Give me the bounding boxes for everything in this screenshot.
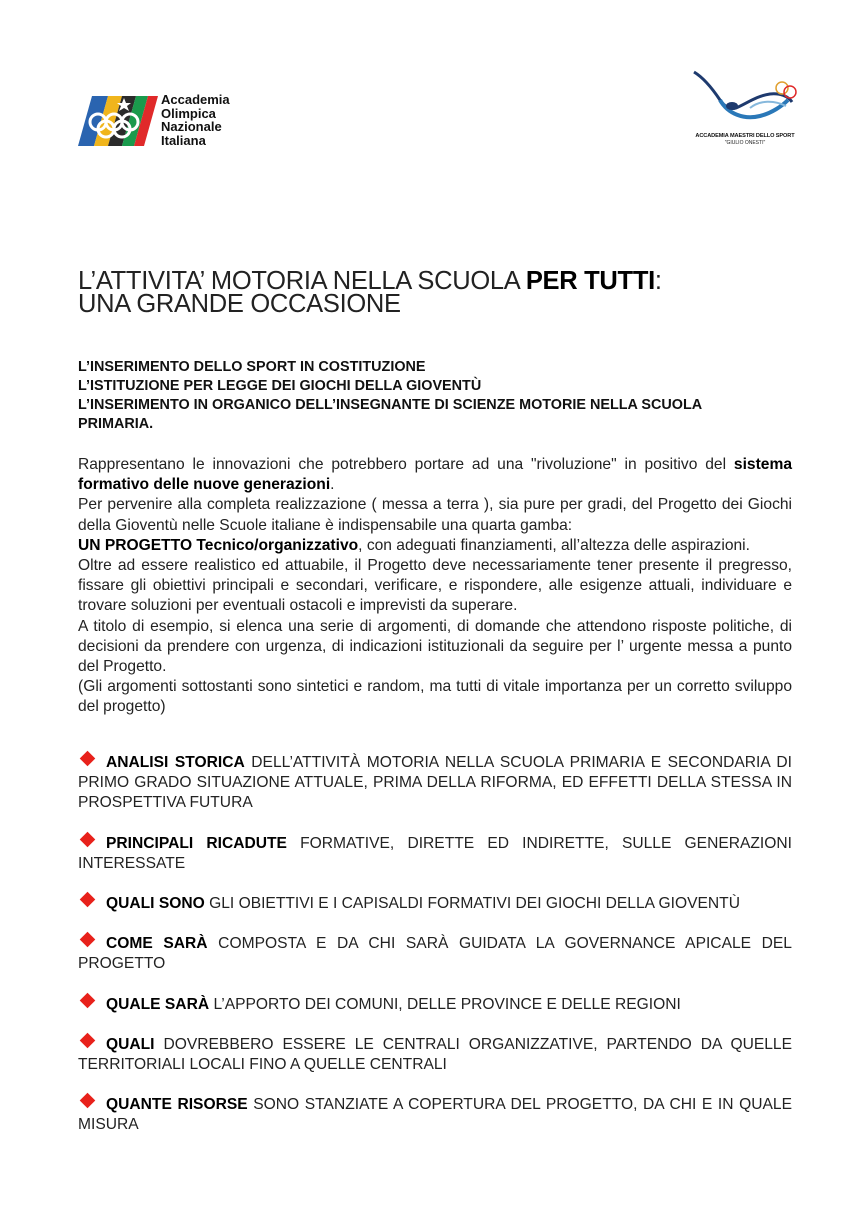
diamond-bullet-icon — [80, 751, 96, 767]
title-part: L’ATTIVITA’ MOTORIA NELLA SCUOLA — [78, 267, 526, 295]
accademia-maestri-logo — [690, 70, 800, 160]
item-keyword: ANALISI STORICA — [106, 754, 245, 771]
list-item — [78, 995, 792, 1015]
paragraph — [78, 536, 792, 556]
list-item — [78, 1095, 792, 1135]
item-keyword: PRINCIPALI RICADUTE — [106, 834, 287, 852]
title-line-2: UNA GRANDE OCCASIONE — [78, 290, 401, 318]
item-keyword: COME SARÀ — [106, 935, 208, 953]
logo-line: Accademia — [161, 92, 230, 107]
title-emphasis: PER TUTTI — [525, 267, 655, 295]
accademia-olimpica-logo — [78, 92, 258, 150]
list-item — [78, 834, 792, 874]
item-text: DOVREBBERO ESSERE LE CENTRALI ORGANIZZATIVE, PARTENDO DA QUELLE TERRITORIALI LOCALI FINO A QUELLE CENTRALI — [78, 1035, 792, 1074]
paragraph: (Gli argomenti sottostanti sono sintetici e random, ma tutti di vitale importanza per un corretto sviluppo del progetto) — [78, 678, 792, 716]
key-point: L’ISTITUZIONE PER LEGGE DEI GIOCHI DELLA GIOVENTÙ — [78, 378, 482, 394]
logo-right-title: ACCADEMIA MAESTRI DELLO SPORT — [695, 133, 795, 139]
body-text — [78, 455, 792, 718]
diamond-bullet-icon — [80, 831, 96, 847]
topic-list — [78, 753, 792, 1156]
key-points — [78, 358, 778, 434]
key-point: L’INSERIMENTO DELLO SPORT IN COSTITUZIONE — [78, 359, 426, 375]
logo-line: Italiana — [161, 132, 206, 148]
list-item — [78, 894, 792, 914]
key-point: L’INSERIMENTO IN ORGANICO DELL’INSEGNANTE DI SCIENZE MOTORIE NELLA SCUOLA PRIMARIA. — [78, 397, 702, 432]
text: , con adeguati finanziamenti, all’altezza delle aspirazioni. — [358, 536, 750, 554]
item-keyword: QUALI SONO — [106, 895, 205, 913]
diamond-bullet-icon — [80, 992, 96, 1008]
item-text: GLI OBIETTIVI E I CAPISALDI FORMATIVI DEI GIOCHI DELLA GIOVENTÙ — [204, 895, 740, 913]
paragraph — [78, 455, 792, 495]
item-keyword: QUALI — [106, 1035, 155, 1053]
item-text: L’APPORTO DEI COMUNI, DELLE PROVINCE E DELLE REGIONI — [209, 995, 681, 1013]
olympic-rings-stripes-icon — [78, 92, 158, 150]
paragraph: A titolo di esempio, si elenca una serie di argomenti, di domande che attendono risposte politiche, di decisioni da prendere con urgenza, di indicazioni istituzionali da seguire per l’ urgente messa a punto del Progetto. — [78, 617, 792, 676]
diamond-bullet-icon — [80, 932, 96, 948]
diamond-bullet-icon — [80, 1093, 96, 1109]
diamond-bullet-icon — [80, 892, 96, 908]
text: Rappresentano le innovazioni che potrebbero portare ad una "rivoluzione" in positivo del — [78, 456, 734, 473]
item-text: COMPOSTA E DA CHI SARÀ GUIDATA LA GOVERNANCE APICALE DEL PROGETTO — [78, 935, 792, 973]
item-keyword: QUALE SARÀ — [106, 995, 210, 1013]
paragraph: Oltre ad essere realistico ed attuabile, il Progetto deve necessariamente tener presente il pregresso, fissare gli obiettivi principali e secondari, verificare, e rispondere, alle esigenze attuali, individuare e trovare soluzioni per eventuali ostacoli e imprevisti da superare. — [78, 557, 792, 615]
logo-left-text — [161, 93, 230, 147]
paragraph: Per pervenire alla completa realizzazione ( messa a terra ), sia pure per gradi, del Progetto dei Giochi della Gioventù nelle Scuole italiane è indispensabile una quarta gamba: — [78, 496, 792, 534]
logo-line: Olimpica — [161, 105, 216, 121]
text: . — [330, 476, 335, 494]
list-item — [78, 753, 792, 814]
list-item — [78, 1035, 792, 1075]
list-item — [78, 934, 792, 974]
logo-right-subtitle: "GIULIO ONESTI" — [724, 140, 766, 146]
logo-line: Nazionale — [161, 119, 222, 134]
item-text: SONO STANZIATE A COPERTURA DEL PROGETTO, DA CHI E IN QUALE MISURA — [78, 1096, 792, 1134]
swimmer-icon — [690, 70, 800, 132]
item-text: DELL’ATTIVITÀ MOTORIA NELLA SCUOLA PRIMARIA E SECONDARIA DI PRIMO GRADO SITUAZIONE ATTUALE, PRIMA DELLA RIFORMA, ED EFFETTI DELLA STESSA IN PROSPETTIVA FUTURA — [78, 754, 792, 812]
diamond-bullet-icon — [80, 1033, 96, 1049]
item-keyword: QUANTE RISORSE — [106, 1096, 248, 1114]
item-text: FORMATIVE, DIRETTE ED INDIRETTE, SULLE GENERAZIONI INTERESSATE — [78, 834, 792, 872]
page-title — [78, 267, 778, 318]
emphasis: sistema formativo delle nuove generazioni — [78, 456, 792, 494]
title-part: : — [654, 267, 662, 295]
emphasis: UN PROGETTO Tecnico/organizzativo — [78, 536, 359, 554]
